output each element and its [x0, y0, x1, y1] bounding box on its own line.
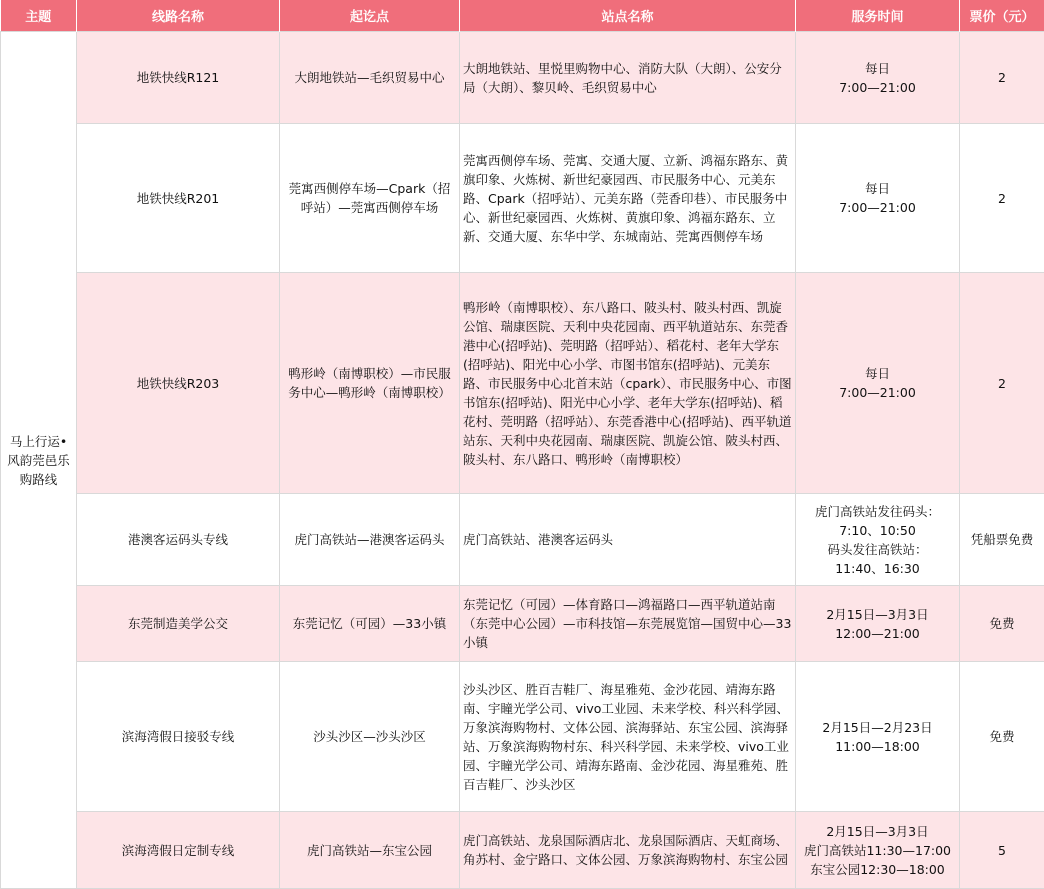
fare: 5	[960, 812, 1044, 889]
route-endpoints: 莞寓西侧停车场—Cpark（招呼站）—莞寓西侧停车场	[280, 124, 460, 273]
route-name: 东莞制造美学公交	[77, 586, 280, 662]
header-route-name: 线路名称	[77, 0, 280, 32]
route-name: 地铁快线R121	[77, 32, 280, 124]
fare: 2	[960, 32, 1044, 124]
service-time	[796, 32, 960, 124]
route-endpoints: 虎门高铁站—东宝公园	[280, 812, 460, 889]
route-stations: 东莞记忆（可园）—体育路口—鸿福路口—西平轨道站南（东莞中心公园）—市科技馆—东莞展览馆—国贸中心—33小镇	[460, 586, 796, 662]
service-time-line: 虎门高铁站发往码头：	[814, 503, 940, 519]
service-time-line: 东宝公园12:30—18:00	[810, 861, 945, 877]
fare: 免费	[960, 586, 1044, 662]
route-stations: 莞寓西侧停车场、莞寓、交通大厦、立新、鸿福东路东、黄旗印象、火炼树、新世纪豪园西、市民服务中心、元美东路、Cpark（招呼站）、元美东路（莞香印巷）、市民服务中心、新世纪豪园西、火炼树、黄旗印象、鸿福东路东、立新、交通大厦、东华中学、东城南站、莞寓西侧停车场	[460, 124, 796, 273]
table-row	[1, 812, 1044, 889]
service-time-line: 每日	[864, 60, 890, 76]
route-endpoints: 东莞记忆（可园）—33小镇	[280, 586, 460, 662]
table-row	[1, 273, 1044, 494]
service-time	[796, 273, 960, 494]
header-row	[1, 0, 1044, 32]
service-time	[796, 662, 960, 812]
service-time-line: 12:00—21:00	[835, 625, 920, 641]
route-name: 地铁快线R201	[77, 124, 280, 273]
service-time-line: 2月15日—2月23日	[822, 719, 933, 735]
service-time	[796, 494, 960, 586]
header-fare: 票价（元）	[960, 0, 1044, 32]
table-row	[1, 494, 1044, 586]
fare: 免费	[960, 662, 1044, 812]
service-time	[796, 812, 960, 889]
route-name: 滨海湾假日接驳专线	[77, 662, 280, 812]
header-stations: 站点名称	[460, 0, 796, 32]
service-time-line: 每日	[864, 181, 890, 196]
route-name: 港澳客运码头专线	[77, 494, 280, 586]
service-time-line: 11:40、16:30	[835, 560, 920, 576]
table-row	[1, 32, 1044, 124]
service-time-line: 7:00—21:00	[839, 200, 916, 215]
route-name: 地铁快线R203	[77, 273, 280, 494]
route-name: 滨海湾假日定制专线	[77, 812, 280, 889]
service-time-line: 11:00—18:00	[835, 738, 920, 754]
service-time-line: 每日	[864, 366, 890, 381]
service-time-line: 2月15日—3月3日	[826, 606, 929, 622]
route-endpoints: 沙头沙区—沙头沙区	[280, 662, 460, 812]
fare: 2	[960, 124, 1044, 273]
service-time	[796, 586, 960, 662]
table-row	[1, 124, 1044, 273]
service-time-line: 7:10、10:50	[839, 522, 916, 538]
table-row	[1, 586, 1044, 662]
header-endpoints: 起讫点	[280, 0, 460, 32]
service-time-line: 虎门高铁站11:30—17:00	[803, 842, 952, 858]
service-time-line: 2月15日—3月3日	[826, 823, 929, 839]
route-stations: 沙头沙区、胜百吉鞋厂、海星雅苑、金沙花园、靖海东路南、宇瞳光学公司、vivo工业园、未来学校、科兴科学园、万象滨海购物村、文体公园、滨海驿站、东宝公园、滨海驿站、万象滨海购物村东、科兴科学园、未来学校、vivo工业园、宇瞳光学公司、靖海东路南、金沙花园、海星雅苑、胜百吉鞋厂、沙头沙区	[460, 662, 796, 812]
theme-cell: 马上行运•风韵莞邑乐购路线	[1, 32, 77, 889]
service-time-line: 7:00—21:00	[839, 79, 916, 95]
service-time-line: 7:00—21:00	[839, 385, 916, 400]
route-endpoints: 鸭形岭（南博职校）—市民服务中心—鸭形岭（南博职校）	[280, 273, 460, 494]
fare: 凭船票免费	[960, 494, 1044, 586]
route-stations: 鸭形岭（南博职校）、东八路口、陂头村、陂头村西、凯旋公馆、瑞康医院、天利中央花园南、西平轨道站东、东莞香港中心(招呼站)、莞明路（招呼站）、稻花村、老年大学东(招呼站)、阳光中心小学、市图书馆东(招呼站)、元美东路、市民服务中心北首末站（cpark）、市民服务中心、市图书馆东(招呼站)、阳光中心小学、老年大学东(招呼站)、稻花村、莞明路（招呼站）、东莞香港中心(招呼站)、西平轨道站东、天利中央花园南、瑞康医院、凯旋公馆、陂头村西、陂头村、东八路口、鸭形岭（南博职校）	[460, 273, 796, 494]
route-endpoints: 虎门高铁站—港澳客运码头	[280, 494, 460, 586]
route-stations: 虎门高铁站、龙泉国际酒店北、龙泉国际酒店、天虹商场、角苏村、金宁路口、文体公园、万象滨海购物村、东宝公园	[460, 812, 796, 889]
service-time-line: 码头发往高铁站：	[827, 541, 928, 557]
route-stations: 大朗地铁站、里悦里购物中心、消防大队（大朗）、公安分局（大朗）、黎贝岭、毛织贸易中心	[460, 32, 796, 124]
route-endpoints: 大朗地铁站—毛织贸易中心	[280, 32, 460, 124]
header-theme: 主题	[1, 0, 77, 32]
header-service-time: 服务时间	[796, 0, 960, 32]
service-time	[796, 124, 960, 273]
table-row	[1, 662, 1044, 812]
fare: 2	[960, 273, 1044, 494]
route-stations: 虎门高铁站、港澳客运码头	[460, 494, 796, 586]
